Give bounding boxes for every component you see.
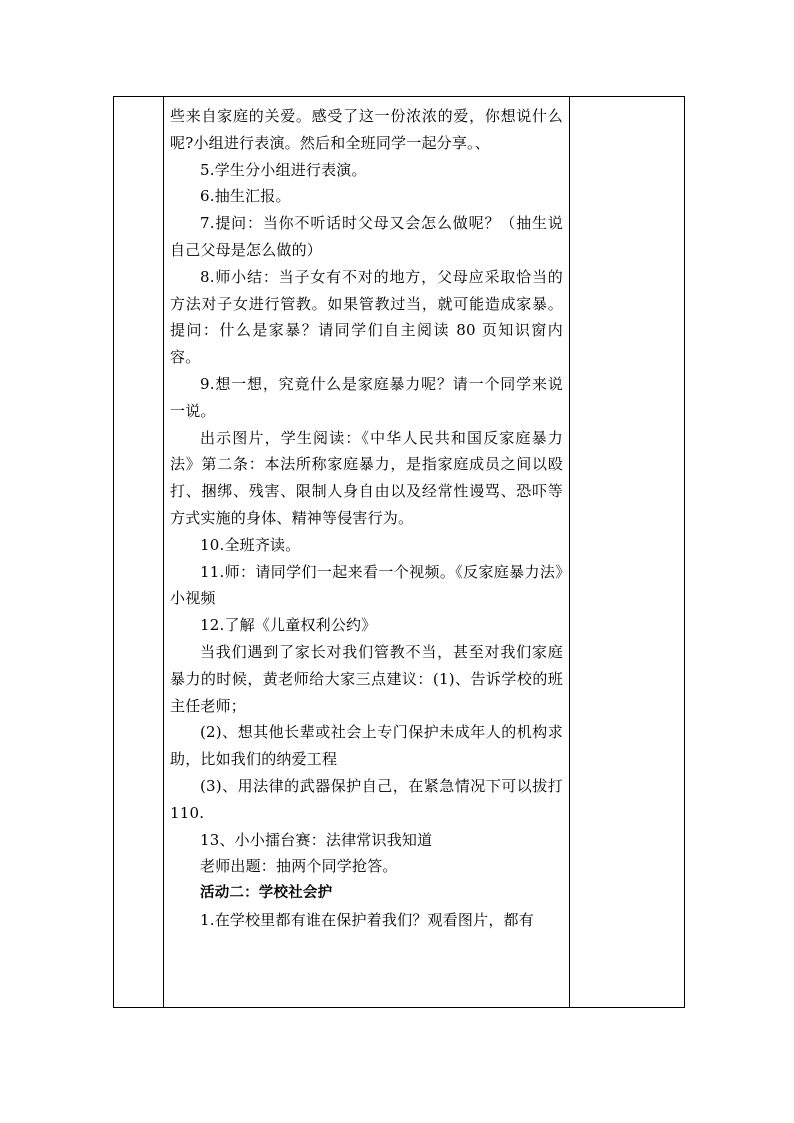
paragraph: 9.想一想，究竟什么是家庭暴力呢？请一个同学来说一说。 xyxy=(170,374,563,420)
paragraph: 5.学生分小组进行表演。 xyxy=(200,160,367,179)
paragraph: 7.提问：当你不听话时父母又会怎么做呢？（抽生说自己父母是怎么做的） xyxy=(170,214,563,259)
lesson-content xyxy=(164,97,569,934)
paragraph: 11.师：请同学们一起来看一个视频。《反家庭暴力法》小视频 xyxy=(170,562,563,608)
paragraph: 出示图片，学生阅读：《中华人民共和国反家庭暴力法》第二条：本法所称家庭暴力，是指家庭成员之间以殴打、捆绑、残害、限制人身自由以及经常性谩骂、恐吓等方式实施的身体、精神等侵害行为。 xyxy=(170,428,563,527)
content-column-cell xyxy=(164,97,570,1008)
right-column-cell xyxy=(570,97,685,1008)
table-row xyxy=(114,97,685,1008)
paragraph: (3)、用法律的武器保护自己，在紧急情况下可以拔打 110. xyxy=(170,776,563,822)
paragraph: 10.全班齐读。 xyxy=(200,535,301,554)
paragraph: 当我们遇到了家长对我们管教不当，甚至对我们家庭暴力的时候，黄老师给大家三点建议：(1)、告诉学校的班主任老师； xyxy=(170,642,563,715)
paragraph: 12.了解《儿童权利公约》 xyxy=(200,616,377,635)
paragraph: 些来自家庭的关爱。感受了这一份浓浓的爱，你想说什么呢?小组进行表演。然后和全班同学一起分享。、 xyxy=(170,107,563,152)
paragraph: (2)、想其他长辈或社会上专门保护未成年人的机构求助，比如我们的纳爱工程 xyxy=(170,723,563,769)
paragraph: 1.在学校里都有谁在保护着我们？观看图片，都有 xyxy=(200,910,534,929)
lesson-plan-table xyxy=(113,96,685,1008)
left-column-cell xyxy=(114,97,164,1008)
paragraph: 8.师小结：当子女有不对的地方，父母应采取恰当的方法对子女进行管教。如果管教过当，就可能造成家暴。提问：什么是家暴？请同学们自主阅读 80 页知识窗内容。 xyxy=(170,267,563,367)
paragraph: 老师出题：抽两个同学抢答。 xyxy=(200,857,398,876)
paragraph: 13、小小擂台赛：法律常识我知道 xyxy=(200,830,433,849)
activity-heading: 活动二：学校社会护 xyxy=(200,885,333,902)
paragraph: 6.抽生汇报。 xyxy=(200,187,291,206)
